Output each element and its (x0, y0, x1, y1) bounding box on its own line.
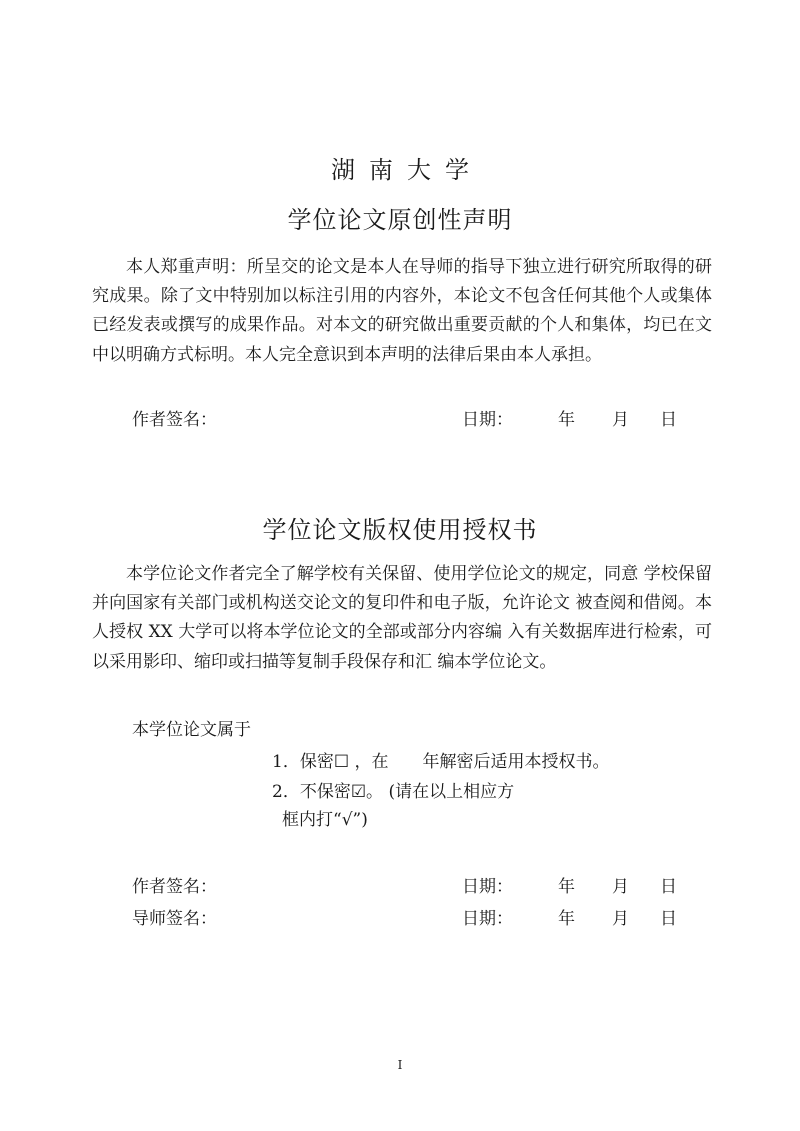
university-name: 湖南大学 (331, 156, 483, 184)
day-label: 日 (660, 909, 677, 929)
author-signature-label: 作者签名： (132, 410, 217, 430)
option-not-confidential: 2．不保密☑。 (请在以上相应方 (272, 782, 515, 802)
option-confidential: 1．保密☐ ，在 年解密后适用本授权书。 (272, 752, 610, 772)
declaration-body: 本人郑重声明：所呈交的论文是本人在导师的指导下独立进行研究所取得的研究成果。除了文中特别加以标注引用的内容外，本论文不包含任何其他个人或集体已经发表或撰写的成果作品。对本文的研究做出重要贡献的个人和集体，均已在文中以明确方式标明。本人完全意识到本声明的法律后果由本人承担。 (92, 257, 712, 365)
year-label: 年 (558, 909, 575, 929)
month-label: 月 (612, 410, 629, 430)
month-label: 月 (612, 909, 629, 929)
declaration-title: 学位论文原创性声明 (287, 206, 513, 234)
date-label: 日期： (462, 909, 513, 929)
date-label: 日期： (462, 877, 513, 897)
advisor-signature-label: 导师签名： (132, 909, 217, 929)
year-label: 年 (558, 410, 575, 430)
authorization-body: 本学位论文作者完全了解学校有关保留、使用学位论文的规定，同意 学校保留并向国家有关部门或机构送交论文的复印件和电子版，允许论文 被查阅和借阅。本人授权 XX 大学可以将本学位论文的全部或部分内容编 入有关数据库进行检索，可以采用影印、缩印或扫描等复制手段保存和汇 编本学位论文。 (92, 564, 712, 672)
month-label: 月 (612, 877, 629, 897)
year-label: 年 (558, 877, 575, 897)
author-signature-label: 作者签名： (132, 877, 217, 897)
page-number: I (397, 1058, 403, 1072)
authorization-title: 学位论文版权使用授权书 (262, 516, 538, 544)
authorization-author-signature-row (132, 872, 692, 896)
declaration-signature-row (132, 405, 692, 429)
thesis-classification-label: 本学位论文属于 (132, 720, 251, 740)
authorization-advisor-signature-row (132, 904, 692, 928)
day-label: 日 (660, 877, 677, 897)
option-instruction: 框内打“√”) (282, 810, 368, 830)
day-label: 日 (660, 410, 677, 430)
date-label: 日期： (462, 410, 513, 430)
